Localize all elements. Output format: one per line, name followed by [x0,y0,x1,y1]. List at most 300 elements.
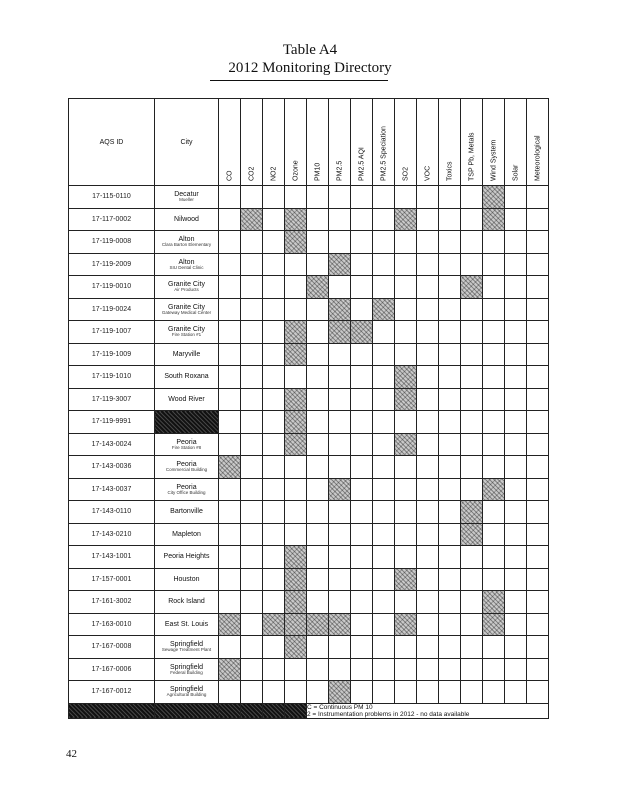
city-cell [155,478,219,501]
city-name: Springfield [169,663,204,671]
header-pollutant: Wind System [483,99,505,186]
empty-cell [219,636,241,659]
empty-cell [461,411,483,434]
empty-cell [263,478,285,501]
empty-cell [351,658,373,681]
empty-cell [219,546,241,569]
monitored-cell [329,253,351,276]
empty-cell [329,658,351,681]
empty-cell [285,501,307,524]
empty-cell [483,681,505,704]
aqs-id-cell: 17-119-0010 [69,276,155,299]
empty-cell [285,366,307,389]
city-cell [155,546,219,569]
empty-cell [241,478,263,501]
empty-cell [329,546,351,569]
empty-cell [351,568,373,591]
empty-cell [307,388,329,411]
empty-cell [439,478,461,501]
header-city: City [155,99,219,186]
empty-cell [527,568,549,591]
title-underline [210,80,388,81]
empty-cell [307,478,329,501]
empty-cell [329,186,351,209]
table-row [69,433,549,456]
aqs-id-cell: 17-143-0024 [69,433,155,456]
empty-cell [505,253,527,276]
empty-cell [241,681,263,704]
empty-cell [417,433,439,456]
city-cell [155,433,219,456]
empty-cell [329,366,351,389]
empty-cell [395,343,417,366]
empty-cell [505,231,527,254]
empty-cell [219,208,241,231]
page-number: 42 [66,748,77,760]
table-row [69,501,549,524]
empty-cell [483,253,505,276]
monitored-cell [483,186,505,209]
empty-cell [461,231,483,254]
empty-cell [395,658,417,681]
empty-cell [373,253,395,276]
city-site: SIU Dental Clinic [169,264,204,270]
header-pollutant: Toxics [439,99,461,186]
empty-cell [307,501,329,524]
empty-cell [241,433,263,456]
city-name: Maryville [172,350,201,358]
aqs-id-cell: 17-143-0210 [69,523,155,546]
empty-cell [307,546,329,569]
empty-cell [439,658,461,681]
empty-cell [351,456,373,479]
empty-cell [417,366,439,389]
empty-cell [505,613,527,636]
empty-cell [461,366,483,389]
empty-cell [329,636,351,659]
empty-cell [329,411,351,434]
empty-cell [329,433,351,456]
empty-cell [263,343,285,366]
monitored-cell [329,613,351,636]
header-pollutant: PM2.5 Speciation [373,99,395,186]
monitored-cell [395,613,417,636]
city-name: Wood River [168,395,205,403]
city-cell [155,658,219,681]
aqs-id-cell: 17-163-0010 [69,613,155,636]
empty-cell [417,546,439,569]
empty-cell [439,253,461,276]
empty-cell [505,568,527,591]
empty-cell [373,343,395,366]
empty-cell [439,523,461,546]
empty-cell [219,433,241,456]
empty-cell [351,388,373,411]
empty-cell [241,388,263,411]
empty-cell [219,276,241,299]
city-name: Alton [178,236,195,243]
empty-cell [527,208,549,231]
city-cell [155,456,219,479]
empty-cell [483,433,505,456]
city-site: Agricultural Building [166,692,207,697]
empty-cell [373,231,395,254]
empty-cell [351,546,373,569]
aqs-id-cell: 17-157-0001 [69,568,155,591]
empty-cell [285,523,307,546]
empty-cell [307,298,329,321]
empty-cell [527,253,549,276]
empty-cell [373,321,395,344]
empty-cell [439,568,461,591]
monitored-cell [483,208,505,231]
city-site: Commercial Building [165,467,208,472]
monitored-cell [285,411,307,434]
empty-cell [219,231,241,254]
city-site: Sewage Treatment Plant [161,647,212,652]
aqs-id-cell: 17-119-1010 [69,366,155,389]
empty-cell [329,523,351,546]
empty-cell [505,343,527,366]
empty-cell [373,276,395,299]
empty-cell [219,568,241,591]
city-name: Granite City [168,303,205,311]
empty-cell [285,456,307,479]
empty-cell [307,253,329,276]
city-cell [155,298,219,321]
empty-cell [395,591,417,614]
header-pollutant: VOC [417,99,439,186]
header-pollutant: PM2.5 [329,99,351,186]
empty-cell [505,523,527,546]
city-name: East St. Louis [164,620,209,628]
empty-cell [461,388,483,411]
empty-cell [351,276,373,299]
empty-cell [417,501,439,524]
empty-cell [395,298,417,321]
table-row [69,186,549,209]
table-row [69,591,549,614]
empty-cell [307,681,329,704]
empty-cell [373,636,395,659]
table-row [69,298,549,321]
empty-cell [219,478,241,501]
empty-cell [263,208,285,231]
empty-cell [329,568,351,591]
legend-line-2: 2 = Instrumentation problems in 2012 - no data available [307,710,470,718]
empty-cell [527,433,549,456]
aqs-id-cell: 17-143-0110 [69,501,155,524]
empty-cell [483,321,505,344]
empty-cell [439,276,461,299]
header-pollutant: Ozone [285,99,307,186]
empty-cell [461,321,483,344]
empty-cell [373,388,395,411]
empty-cell [439,546,461,569]
city-name: Granite City [168,281,205,288]
city-site: Mueller [179,197,194,202]
monitored-cell [219,658,241,681]
empty-cell [461,253,483,276]
table-row [69,366,549,389]
empty-cell [527,411,549,434]
empty-cell [395,231,417,254]
city-site: Fire Station #1 [171,332,202,337]
empty-cell [307,636,329,659]
empty-cell [417,523,439,546]
empty-cell [483,568,505,591]
city-name: Granite City [168,326,205,333]
empty-cell [527,636,549,659]
aqs-id-cell: 17-167-0012 [69,681,155,704]
empty-cell [241,321,263,344]
empty-cell [461,208,483,231]
legend-line-1: C = Continuous PM 10 [307,703,373,711]
empty-cell [417,568,439,591]
empty-cell [417,388,439,411]
empty-cell [483,366,505,389]
empty-cell [351,591,373,614]
empty-cell [241,186,263,209]
empty-cell [417,411,439,434]
monitored-cell [219,613,241,636]
monitored-cell [329,681,351,704]
empty-cell [505,546,527,569]
empty-cell [417,231,439,254]
empty-cell [417,276,439,299]
empty-cell [241,298,263,321]
monitored-cell [285,231,307,254]
city-name: Alton [178,258,195,266]
empty-cell [461,636,483,659]
monitored-cell [307,276,329,299]
empty-cell [329,388,351,411]
empty-cell [483,388,505,411]
empty-cell [527,388,549,411]
empty-cell [241,636,263,659]
empty-cell [417,681,439,704]
empty-cell [395,411,417,434]
empty-cell [505,186,527,209]
empty-cell [351,208,373,231]
empty-cell [527,343,549,366]
empty-cell [307,523,329,546]
header-pollutant: CO2 [241,99,263,186]
empty-cell [263,388,285,411]
empty-cell [461,613,483,636]
city-cell [155,231,219,254]
city-cell [155,411,219,434]
table-row [69,546,549,569]
header-pollutant: Meteorological [527,99,549,186]
empty-cell [527,658,549,681]
monitoring-directory-table [68,98,549,719]
city-name: Bartonville [170,508,203,516]
empty-cell [461,546,483,569]
empty-cell [527,456,549,479]
empty-cell [373,658,395,681]
empty-cell [461,591,483,614]
empty-cell [373,501,395,524]
aqs-id-cell: 17-167-0008 [69,636,155,659]
city-name: Peoria [176,438,197,446]
empty-cell [461,433,483,456]
empty-cell [351,681,373,704]
monitored-cell [483,613,505,636]
monitored-cell [285,208,307,231]
empty-cell [219,388,241,411]
empty-cell [461,681,483,704]
empty-cell [373,411,395,434]
city-name: Nilwood [174,215,199,223]
empty-cell [439,433,461,456]
table-row [69,343,549,366]
empty-cell [395,456,417,479]
empty-cell [505,658,527,681]
empty-cell [439,321,461,344]
empty-cell [351,613,373,636]
empty-cell [527,501,549,524]
empty-cell [241,366,263,389]
city-cell [155,343,219,366]
redacted-cell [219,703,241,719]
empty-cell [505,456,527,479]
empty-cell [241,411,263,434]
city-name: Peoria [176,483,197,491]
table-row [69,388,549,411]
legend [307,703,549,719]
city-name: Rock Island [168,598,205,606]
empty-cell [395,186,417,209]
empty-cell [307,343,329,366]
empty-cell [395,636,417,659]
empty-cell [351,523,373,546]
empty-cell [351,366,373,389]
empty-cell [483,658,505,681]
empty-cell [285,478,307,501]
aqs-id-cell: 17-119-2009 [69,253,155,276]
empty-cell [483,298,505,321]
empty-cell [483,546,505,569]
city-cell [155,636,219,659]
empty-cell [219,366,241,389]
empty-cell [241,591,263,614]
empty-cell [439,366,461,389]
aqs-id-cell: 17-119-0024 [69,298,155,321]
monitored-cell [285,613,307,636]
monitored-cell [461,523,483,546]
empty-cell [263,253,285,276]
empty-cell [373,613,395,636]
city-cell [155,321,219,344]
empty-cell [373,478,395,501]
empty-cell [263,636,285,659]
city-site: Clara Barton Elementary [161,242,212,247]
empty-cell [307,411,329,434]
empty-cell [241,456,263,479]
empty-cell [439,231,461,254]
empty-cell [263,658,285,681]
monitored-cell [285,321,307,344]
monitored-cell [285,433,307,456]
table-row [69,636,549,659]
city-cell [155,388,219,411]
empty-cell [439,298,461,321]
city-name: Houston [173,575,200,583]
header-row [69,99,549,186]
empty-cell [461,186,483,209]
empty-cell [527,321,549,344]
empty-cell [263,366,285,389]
table-row [69,658,549,681]
empty-cell [329,208,351,231]
empty-cell [439,613,461,636]
empty-cell [373,186,395,209]
empty-cell [285,658,307,681]
empty-cell [219,253,241,276]
empty-cell [395,276,417,299]
monitored-cell [461,276,483,299]
empty-cell [307,231,329,254]
header-pollutant: PM10 [307,99,329,186]
empty-cell [241,523,263,546]
empty-cell [439,343,461,366]
empty-cell [329,276,351,299]
empty-cell [373,208,395,231]
monitored-cell [395,568,417,591]
empty-cell [351,343,373,366]
empty-cell [527,298,549,321]
empty-cell [527,478,549,501]
empty-cell [351,298,373,321]
empty-cell [461,343,483,366]
empty-cell [307,208,329,231]
empty-cell [505,501,527,524]
redacted-cell [241,703,263,719]
empty-cell [241,613,263,636]
empty-cell [373,681,395,704]
city-cell [155,613,219,636]
legend-row [69,703,549,719]
empty-cell [263,568,285,591]
empty-cell [307,366,329,389]
empty-cell [263,523,285,546]
empty-cell [505,321,527,344]
table-title: Table A4 [282,42,338,58]
empty-cell [527,186,549,209]
empty-cell [285,186,307,209]
empty-cell [439,411,461,434]
table-row [69,681,549,704]
empty-cell [417,321,439,344]
city-name: Peoria Heights [163,553,210,561]
header-pollutant: NO2 [263,99,285,186]
empty-cell [439,591,461,614]
city-site: City Office Building [167,489,206,495]
empty-cell [307,591,329,614]
aqs-id-cell: 17-119-1009 [69,343,155,366]
empty-cell [461,568,483,591]
empty-cell [527,366,549,389]
empty-cell [241,253,263,276]
empty-cell [373,591,395,614]
empty-cell [395,546,417,569]
empty-cell [439,501,461,524]
empty-cell [285,681,307,704]
empty-cell [263,591,285,614]
table-row [69,231,549,254]
empty-cell [417,298,439,321]
